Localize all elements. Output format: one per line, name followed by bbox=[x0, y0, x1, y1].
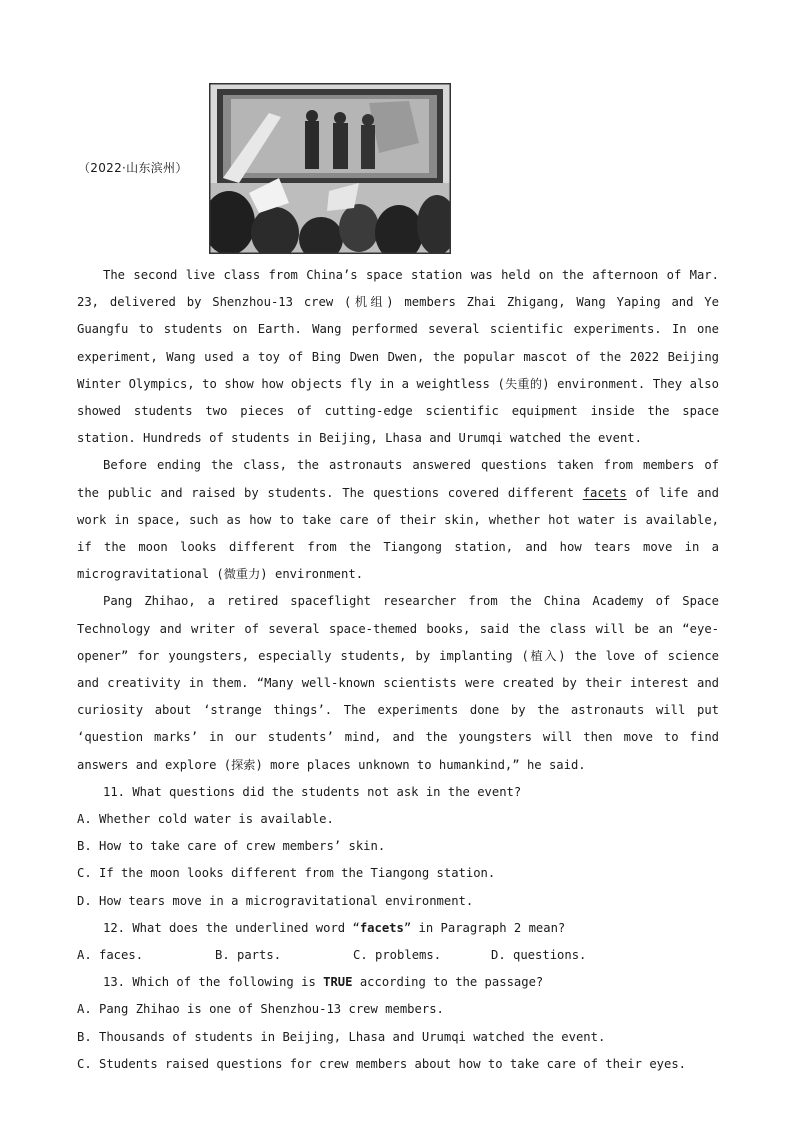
question-13-stem-start: 13. Which of the following is bbox=[103, 975, 324, 990]
question-12-option-c: C. problems. bbox=[353, 948, 442, 963]
question-13-option-a: A. Pang Zhihao is one of Shenzhou-13 crew members. bbox=[77, 1002, 444, 1017]
question-11-option-b: B. How to take care of crew members’ skin. bbox=[77, 839, 386, 854]
question-12-option-b: B. parts. bbox=[215, 948, 282, 963]
question-12-bold-word: facets bbox=[359, 920, 404, 935]
question-12-stem-end: ” in Paragraph 2 mean? bbox=[403, 920, 566, 935]
paragraph-3: Pang Zhihao, a retired spaceflight researcher from the China Academy of Space Technology and writer of several space-themed books, said the class will be an “eye-opener” for youngsters, especially students, by implanting (植入) the love of science and creativity in them. “Many well-known scientists were created by their interest and curiosity about ‘strange things’. The experiments done by the astronauts will put ‘question marks’ in our students’ mind, and the youngsters will then move to find answers and explore (探索) more places unknown to humankind,” he said. bbox=[77, 594, 719, 772]
source-label: （2022·山东滨州） bbox=[78, 161, 188, 175]
question-12-option-a: A. faces. bbox=[77, 948, 144, 963]
paragraph-2 bbox=[77, 452, 719, 588]
question-12-option-d: D. questions. bbox=[491, 948, 587, 963]
question-13-option-b: B. Thousands of students in Beijing, Lhasa and Urumqi watched the event. bbox=[77, 1029, 606, 1044]
question-11-option-d: D. How tears move in a microgravitational environment. bbox=[77, 893, 474, 908]
question-11-option-a: A. Whether cold water is available. bbox=[77, 812, 334, 827]
question-11-stem: 11. What questions did the students not ask in the event? bbox=[103, 784, 522, 799]
question-13-bold-word: TRUE bbox=[323, 975, 353, 990]
question-13-stem bbox=[77, 969, 719, 996]
paragraph-2-start: Before ending the class, the astronauts answered questions taken from members of the public and raised by students. The questions covered different bbox=[77, 458, 719, 500]
question-13-stem-end: according to the passage? bbox=[352, 975, 544, 990]
passage-and-questions bbox=[77, 262, 719, 1078]
question-12-stem bbox=[77, 915, 719, 942]
question-13-option-c: C. Students raised questions for crew members about how to take care of their eyes. bbox=[77, 1056, 687, 1071]
classroom-photo-icon bbox=[209, 83, 451, 254]
underlined-word-facets: facets bbox=[582, 485, 627, 500]
question-11-option-c: C. If the moon looks different from the Tiangong station. bbox=[77, 866, 496, 881]
paragraph-2-end: of life and work in space, such as how to take care of their skin, whether hot water is available, if the moon looks different from the Tiangong station, and how tears move in a microgravitational (微重力) environment. bbox=[77, 485, 719, 582]
question-12-options bbox=[77, 942, 719, 969]
paragraph-1: The second live class from China’s space station was held on the afternoon of Mar. 23, delivered by Shenzhou-13 crew (机组) members Zhai Zhigang, Wang Yaping and Ye Guangfu to students on Earth. Wang performed several scientific experiments. In one experiment, Wang used a toy of Bing Dwen Dwen, the popular mascot of the 2022 Beijing Winter Olympics, to show how objects fly in a weightless (失重的) environment. They also showed students two pieces of cutting-edge scientific equipment inside the space station. Hundreds of students in Beijing, Lhasa and Urumqi watched the event. bbox=[77, 268, 719, 446]
question-12-stem-start: 12. What does the underlined word “ bbox=[103, 920, 360, 935]
